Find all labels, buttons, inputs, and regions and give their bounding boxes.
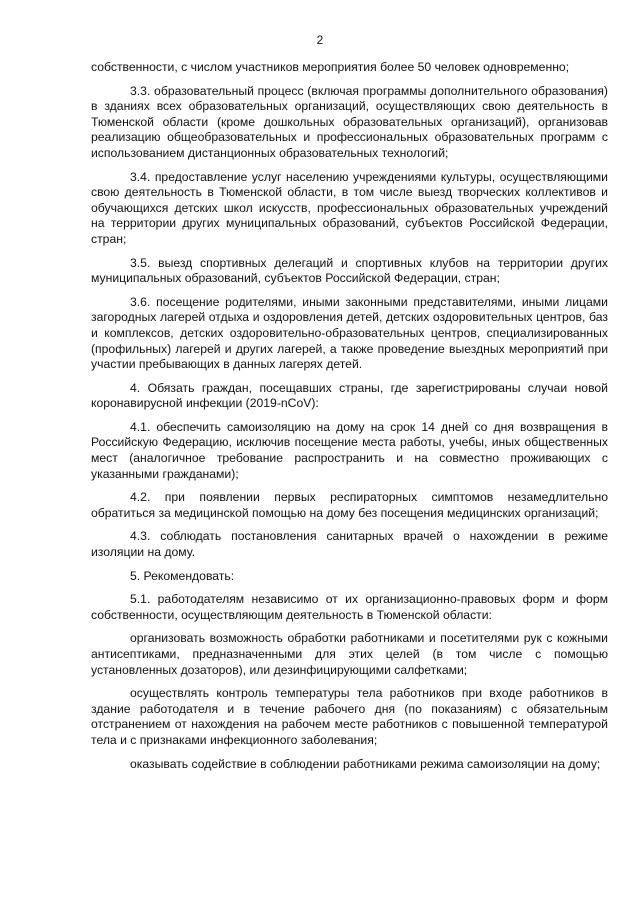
paragraph-3-4: 3.4. предоставление услуг населению учреждениями культуры, осуществляющими свою деятельность в Тюменской области, в том числе выезд творческих коллективов и обучающихся детских школ искусств, профессиональных образовательных учреждений на территории других муниципальных образований, субъектов Российской Федерации, стран; (91, 169, 608, 246)
paragraph-4-2: 4.2. при появлении первых респираторных симптомов незамедлительно обратиться за медицинской помощью на дому без посещения медицинских организаций; (91, 490, 608, 520)
paragraph-5-1: 5.1. работодателям независимо от их организационно-правовых форм и форм собственности, осуществляющим деятельность в Тюменской области: (91, 592, 608, 622)
paragraph-3-5: 3.5. выезд спортивных делегаций и спортивных клубов на территории других муниципальных образований, субъектов Российской Федерации, стран; (91, 255, 608, 286)
paragraph-4-1: 4.1. обеспечить самоизоляцию на дому на срок 14 дней со дня возвращения в Российскую Федерацию, исключив посещение места работы, учебы, иных общественных мест (аналогичное требование распространить и на совместно проживающих с указанными гражданами); (91, 419, 608, 481)
paragraph-4-3: 4.3. соблюдать постановления санитарных врачей о нахождении в режиме изоляции на дому. (91, 529, 608, 560)
document-body (91, 60, 608, 780)
paragraph-4: 4. Обязать граждан, посещавших страны, где зарегистрированы случаи новой коронавирусной инфекции (2019-nCoV): (91, 380, 608, 411)
paragraph-5-1-item-sanitize: организовать возможность обработки работниками и посетителями рук с кожными антисептиками, предназначенными для этих целей (в том числе с помощью установленных дозаторов), или дезинфицирующими салфетками; (91, 631, 608, 677)
paragraph-5: 5. Рекомендовать: (130, 568, 235, 583)
paragraph-5-1-item-temperature: осуществлять контроль температуры тела работников при входе работников в здание работодателя и в течение рабочего дня (по показаниям) с обязательным отстранением от нахождения на рабочем месте работников с повышенной температурой тела и с признаками инфекционного заболевания; (91, 686, 608, 747)
page-number: 2 (316, 33, 324, 47)
paragraph-5-1-item-self-isolation: оказывать содействие в соблюдении работниками режима самоизоляции на дому; (130, 756, 601, 771)
paragraph-3-3: 3.3. образовательный процесс (включая программы дополнительного образования) в зданиях всех образовательных организаций, осуществляющих свою деятельность в Тюменской области (кроме дошкольных образовательных организаций), организовав реализацию общеобразовательных и профессиональных образовательных программ с использованием дистанционных образовательных технологий; (91, 83, 608, 160)
paragraph-3-6: 3.6. посещение родителями, иными законными представителями, иными лицами загородных лагерей отдыха и оздоровления детей, детских оздоровительных центров, баз и комплексов, детских оздоровительно-образовательных центров, специализированных (профильных) лагерей и других лагерей, а также проведение выездных мероприятий при участии пребывающих в данных лагерях детей. (91, 294, 608, 372)
paragraph-continuation: собственности, с числом участников мероприятия более 50 человек одновременно; (91, 60, 570, 74)
